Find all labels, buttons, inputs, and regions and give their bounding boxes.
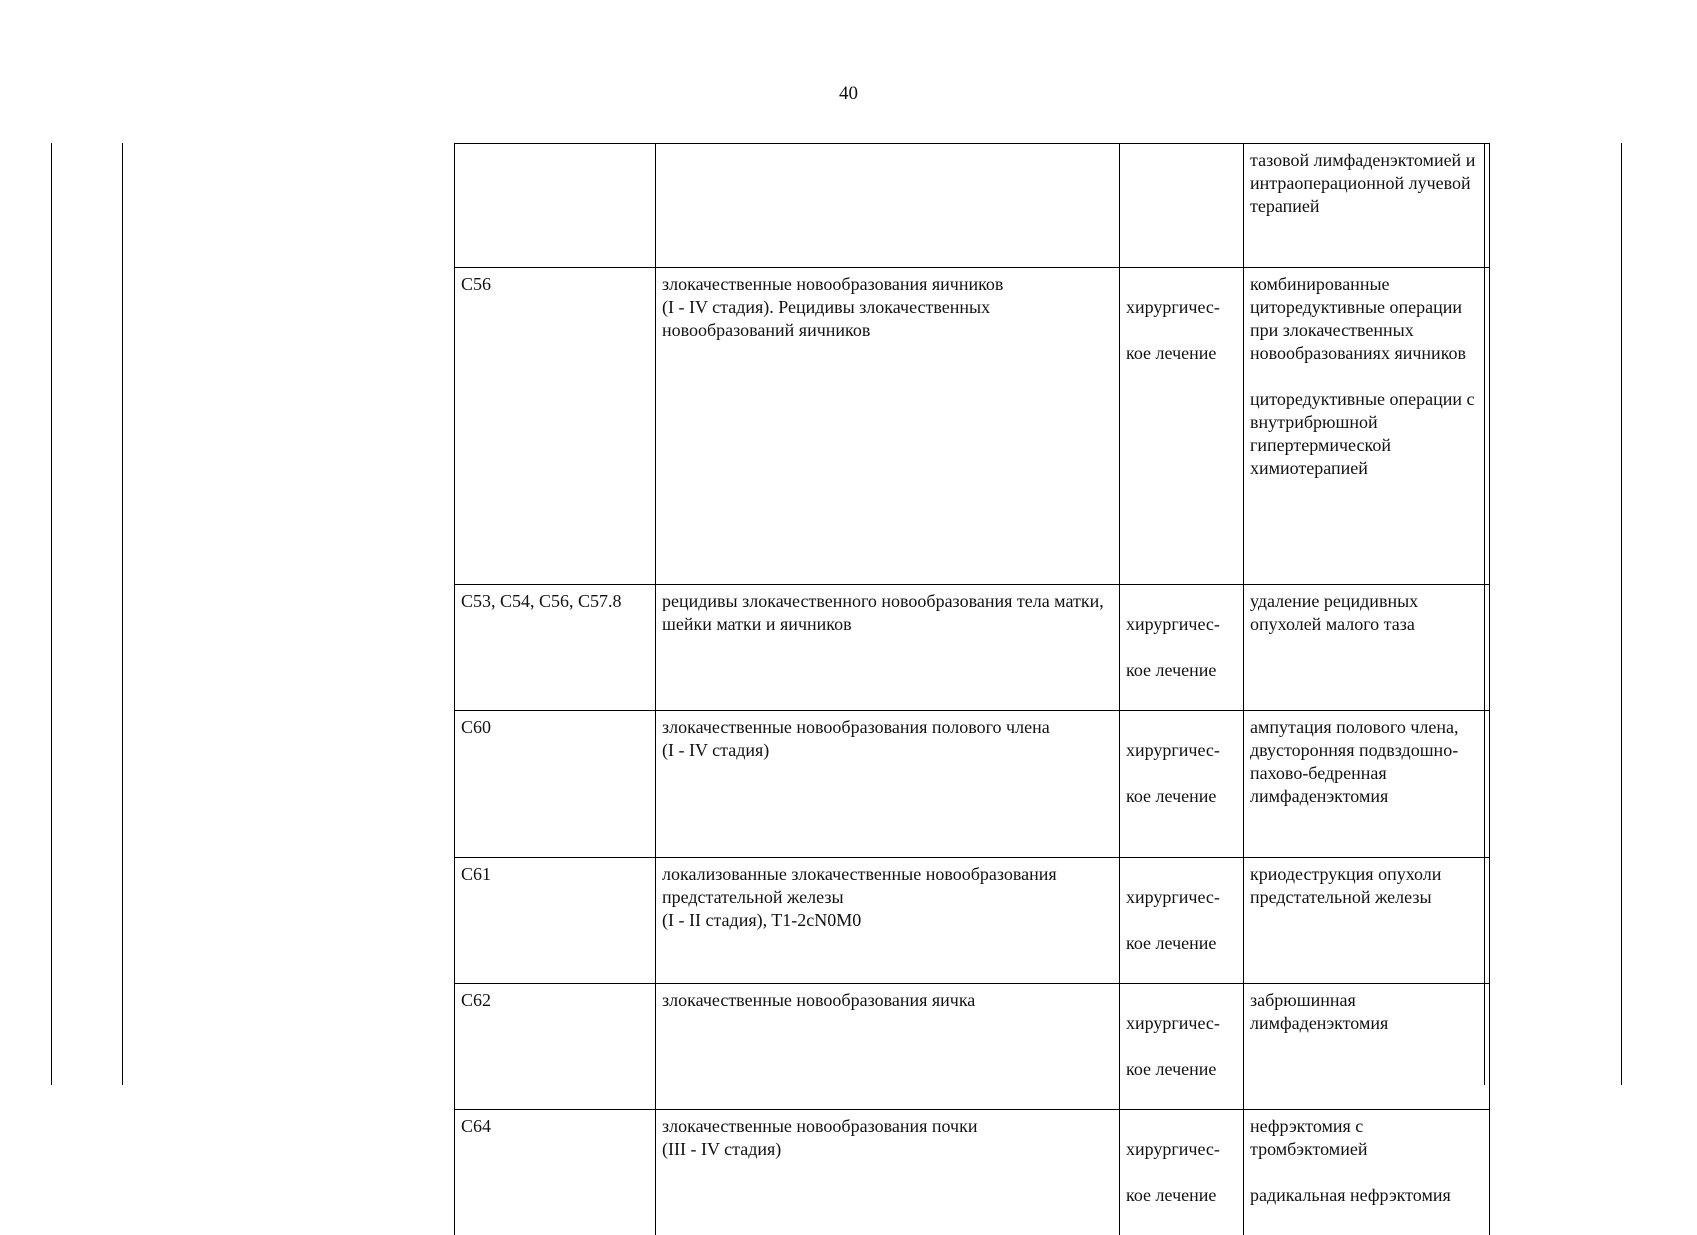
diagnosis-cell (656, 585, 1120, 711)
code-cell: C60 (455, 711, 656, 858)
method-cell (1244, 268, 1490, 585)
code-cell: C61 (455, 858, 656, 984)
diagnosis-cell (656, 858, 1120, 984)
table-row (455, 984, 1490, 1110)
table-row (455, 1110, 1490, 1235)
treatment-cell (1120, 268, 1244, 585)
table-row (455, 268, 1490, 585)
method-text: криодеструкция опухоли предстательной железы (1250, 863, 1483, 909)
table-row (455, 858, 1490, 984)
treatment-cell (1120, 711, 1244, 858)
method-cell (1244, 585, 1490, 711)
treatment-line: хирургичес- (1126, 1138, 1237, 1161)
treatment-cell (1120, 858, 1244, 984)
treatment-cell (1120, 1110, 1244, 1235)
treatment-cell (1120, 984, 1244, 1110)
diagnosis-line: злокачественные новообразования яичников (662, 273, 1113, 296)
treatment-cell (1120, 585, 1244, 711)
method-text: тазовой лимфаденэктомией и интраоперационной лучевой терапией (1250, 149, 1483, 218)
method-text: циторедуктивные операции с внутрибрюшной гипертермической химиотерапией (1250, 388, 1483, 480)
treatment-cell (1120, 144, 1244, 268)
diagnosis-line: злокачественные новообразования полового члена (662, 716, 1113, 739)
treatment-line: хирургичес- (1126, 886, 1237, 909)
treatment-line: хирургичес- (1126, 1012, 1237, 1035)
method-cell (1244, 858, 1490, 984)
diagnosis-cell (656, 144, 1120, 268)
method-text: нефрэктомия с тромбэктомией (1250, 1115, 1483, 1161)
margin-line-left-outer (51, 143, 52, 1085)
treatment-table (454, 143, 1490, 1235)
table-row (455, 711, 1490, 858)
treatment-line: кое лечение (1126, 785, 1237, 808)
method-text: забрюшинная лимфаденэктомия (1250, 989, 1483, 1035)
diagnosis-line: (I - II стадия), T1-2cN0M0 (662, 909, 1113, 932)
treatment-line: кое лечение (1126, 342, 1237, 365)
diagnosis-line: (I - IV стадия). Рецидивы злокачественных новообразований яичников (662, 296, 1113, 342)
method-cell (1244, 144, 1490, 268)
method-cell (1244, 1110, 1490, 1235)
table-container (454, 143, 1485, 1085)
treatment-line: кое лечение (1126, 659, 1237, 682)
code-cell (455, 144, 656, 268)
diagnosis-line: злокачественные новообразования яичка (662, 989, 1113, 1012)
method-cell (1244, 711, 1490, 858)
method-cell (1244, 984, 1490, 1110)
method-text: ампутация полового члена, двусторонняя подвздошно-пахово-бедренная лимфаденэктомия (1250, 716, 1483, 808)
treatment-line: хирургичес- (1126, 296, 1237, 319)
diagnosis-line: локализованные злокачественные новообразования предстательной железы (662, 863, 1113, 909)
diagnosis-cell (656, 984, 1120, 1110)
treatment-line: кое лечение (1126, 1058, 1237, 1081)
code-cell: C62 (455, 984, 656, 1110)
margin-line-right-outer (1621, 143, 1622, 1085)
treatment-line: хирургичес- (1126, 613, 1237, 636)
method-text: удаление рецидивных опухолей малого таза (1250, 590, 1483, 636)
diagnosis-cell (656, 711, 1120, 858)
diagnosis-line: рецидивы злокачественного новообразования тела матки, шейки матки и яичников (662, 590, 1113, 636)
diagnosis-line: (III - IV стадия) (662, 1138, 1113, 1161)
code-cell: C56 (455, 268, 656, 585)
treatment-line: кое лечение (1126, 932, 1237, 955)
method-text: радикальная нефрэктомия (1250, 1184, 1483, 1207)
code-cell: C53, C54, C56, C57.8 (455, 585, 656, 711)
treatment-line: хирургичес- (1126, 739, 1237, 762)
page-number: 40 (0, 83, 1697, 105)
table-row (455, 585, 1490, 711)
diagnosis-cell (656, 1110, 1120, 1235)
diagnosis-line: (I - IV стадия) (662, 739, 1113, 762)
diagnosis-line: злокачественные новообразования почки (662, 1115, 1113, 1138)
diagnosis-cell (656, 268, 1120, 585)
margin-line-left-inner (122, 143, 123, 1085)
method-text: комбинированные циторедуктивные операции при злокачественных новообразованиях яичников (1250, 273, 1483, 365)
treatment-line: кое лечение (1126, 1184, 1237, 1207)
code-cell: C64 (455, 1110, 656, 1235)
table-row (455, 144, 1490, 268)
